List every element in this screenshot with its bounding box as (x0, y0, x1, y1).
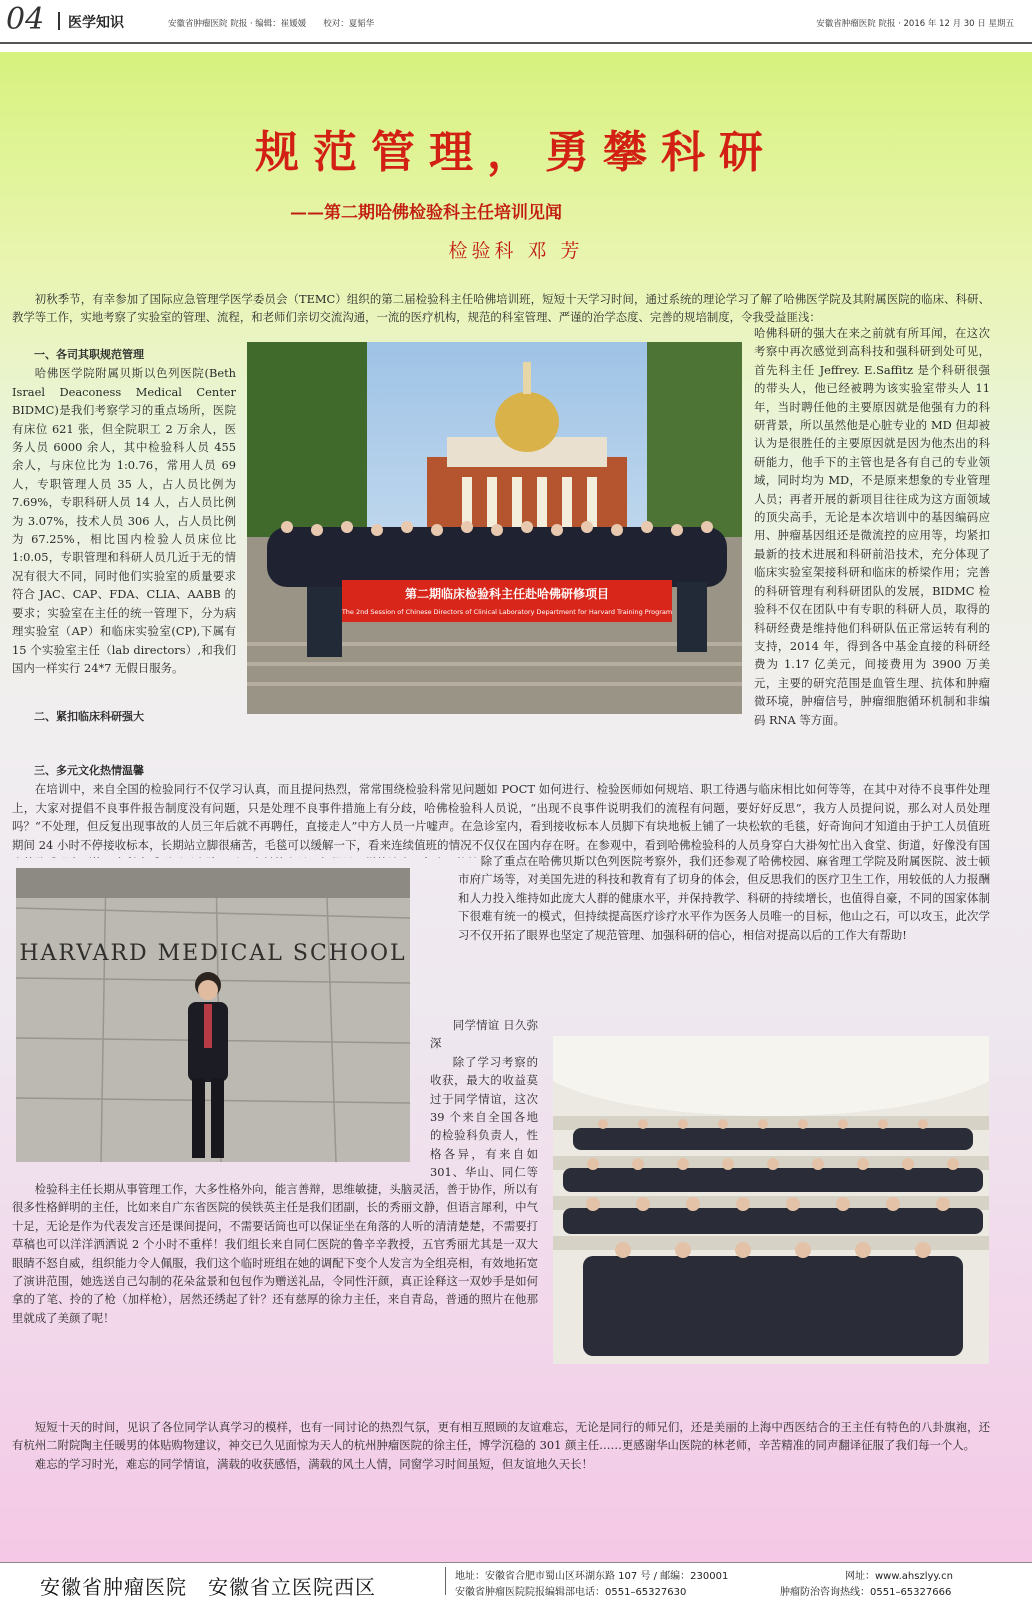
harvard-sign-photo (16, 868, 410, 1162)
date-line: 安徽省肿瘤医院 院报 · 2016 年 12 月 30 日 星期五 (816, 19, 1014, 29)
section-2-text-right: 哈佛科研的强大在来之前就有所耳闻，在这次考察中再次感觉到高科技和强科研到处可见，首先科主任 Jeffrey. E.Saffitz 是个科研很强的带头人，他已经被聘为该实验室带头人 11 年，当时聘任他的主要原因就是他强有力的科研背景，所以虽然他是心脏专业的 MD 但却被认为是很胜任的主要原因就是因为他杰出的科研能力，他手下的主管也是各有自己的专业领域，同时均为 MD，不是原来想象的专业管理人员；再者开展的新项目往往成为这方面领域的顶尖高手，无论是本次培训中的基因编码应用、肿瘤基因组还是微流控的应用等，均紧扣最新的技术进展和科研前沿技术，充分体现了临床实验室架接科研和临床的桥梁作用；完善的科研管理有利科研团队的发展，BIDMC 检验科不仅在团队中有专职的科研人员，取得的科研经费是维持他们科研队伍正常运转有利的支持，2014 年，得到各中基金直接的科研经费为 1.17 亿美元，间接费用为 3900 万美元，主要的研究范围是血管生理、抗体和肿瘤微环境，肿瘤信号，肿瘤细胞循环机制和非编码 RNA 等方面。 (754, 326, 990, 727)
closing-block (12, 1418, 990, 1544)
footer-website: 网址：www.ahszlyy.cn (845, 1571, 953, 1582)
friendship-heading: 同学情谊 日久弥深 (430, 1018, 538, 1051)
closing-text: 难忘的学习时光，难忘的同学情谊，满载的收获感悟，满载的风土人情，同窗学习时间虽短，但友谊地久天长！ (34, 1456, 593, 1471)
editor-line: 安徽省肿瘤医院 院报 · 编辑：崔媛媛 校对：夏韬华 (168, 19, 375, 29)
footer-divider (445, 1567, 446, 1595)
teachers-text: 检验科主任长期从事管理工作，大多性格外向，能言善辩，思维敏捷，头脑灵活，善于协作，所以有很多性格鲜明的主任，比如来自广东省医院的侯铁英主任是我们团副，长的秀丽文静，但语言犀利，中气十足，无论是作为代表发言还是课间提问，不需要话筒也可以保证坐在角落的人听的清清楚楚，不需要打草稿也可以洋洋洒洒说 2 个小时不重样！我们组长来自同仁医院的鲁辛辛教授，五官秀丽尤其是一双大眼睛不怒自威，组织能力令人佩服，我们这个临时班组在她的调配下变个人发言为全组亮相，有效地拓宽了演讲范围，她选送自己勾制的花朵盆景和包包作为赠送礼品，令同性汗颜，真正诠释这一双妙手是如何拿的了笔、拎的了枪（加样枪），居然还绣起了针？还有慈厚的徐力主任，来自青岛，普通的照片在他那里就成了美颜了呢！ (12, 1182, 538, 1325)
statehouse-illustration (247, 342, 742, 714)
intro-text: 初秋季节，有幸参加了国际应急管理学医学委员会（TEMC）组织的第二届检验科主任哈佛培训班，短短十天学习时间，通过系统的理论学习了解了哈佛医学院及其附属医院的临床、科研、教学等工作，实地考察了实验室的管理、流程，和老师们亲切交流沟通，一流的医疗机构，规范的科室管理、严谨的治学态度、完善的规培制度，令我受益匪浅： (12, 292, 990, 325)
friendship-column (430, 1016, 538, 1184)
article-author: 检验科 邓 芳 (448, 240, 584, 262)
article-title: 规范管理，勇攀科研 (255, 127, 777, 178)
section-3-para-2: 除了重点在哈佛贝斯以色列医院考察外，我们还参观了哈佛校园、麻省理工学院及附属医院、波士顿市府广场等，对美国先进的科技和教育有了切身的体会，但反思我们的医疗卫生工作，用较低的人力报酬和人力投入维持如此庞大人群的健康水平，并保持教学、科研的持续增长，也值得自豪，不同的国家体制下很难有统一的模式，但持续提高医疗诊疗水平作为医务人员唯一的目标，他山之石，可以攻玉，此次学习不仅开拓了眼界也坚定了规范管理、加强科研的信心，相信对提高以后的工作大有帮助! (458, 854, 990, 942)
intro-paragraph (12, 290, 990, 327)
header-divider (58, 12, 60, 30)
footer-hotline: 肿瘤防治咨询热线：0551–65327666 (780, 1587, 952, 1598)
section-3-heading: 三、多元文化热情温馨 (34, 764, 144, 777)
ten-days-text: 短短十天的时间，见识了各位同学认真学习的模样，也有一同讨论的热烈气氛，更有相互照顾的友谊难忘，无论是同行的师兄们，还是美丽的上海中西医结合的王主任有特色的八卦旗袍，还有杭州二附院陶主任暖男的体贴购物建议，神交已久见面惊为天人的杭州肿瘤医院的徐主任，博学沉稳的 301 颜主任……更感谢华山医院的林老师，辛苦精准的同声翻译征服了我们每一个人。 (12, 1420, 990, 1453)
harvard-sign-text: HARVARD MEDICAL SCHOOL (19, 941, 407, 966)
harvard-illustration (16, 868, 410, 1162)
footer-hospital-name: 安徽省肿瘤医院 安徽省立医院西区 (40, 1575, 376, 1599)
footer-address: 地址：安徽省合肥市蜀山区环湖东路 107 号 / 邮编：230001 (455, 1571, 729, 1582)
article-subtitle: ——第二期哈佛检验科主任培训见闻 (290, 203, 562, 223)
lecture-hall-illustration (553, 1036, 989, 1364)
banner-line-1: 第二期临床检验科主任赴哈佛研修项目 (404, 587, 610, 601)
section-1-column (12, 346, 236, 736)
section-3-text: 在培训中，来自全国的检验同行不仅学习认真，而且提问热烈，常常围绕检验科常见问题如 POCT 如何进行、检验医师如何规培、职工待遇与临床相比如何等等，在其中对待不良事件处理上，大家对提倡不良事件报告制度没有问题，只是处理不良事件措施上有分歧，哈佛检验科人员说，“出现不良事件说明我们的流程有问题，要好好反思”，我方人员提问说，那么对人员处理吗？“不处理，但反复出现事故的人员三年后就不再聘任，直接走人”中方人员一片嘘声。在急诊室内，看到接收标本人员脚下有块地板上铺了一块松软的毛毯，好奇询问才知道由于护工人员值班期间 24 小时不停接收标本，长期站立脚很痛苦，毛毯可以缓解一下，看来连续值班的情况不仅仅在国内存在呀。在参观中，看到哈佛检验科的人员身穿白大褂匆忙出入食堂、街道，好像没有国 (12, 782, 990, 852)
group-photo-statehouse (247, 342, 742, 714)
lecture-hall-photo (553, 1036, 989, 1364)
friendship-text: 除了学习考察的收获，最大的收益莫过于同学情谊，这次 39 个来自全国各地的检验科负责人，性格各异，有来自如 301、华山、同仁等 (430, 1054, 538, 1180)
section-2-heading: 二、紧扣临床科研强大 (34, 710, 144, 723)
section-2-column (754, 324, 990, 744)
footer-phone: 安徽省肿瘤医院院报编辑部电话：0551–65327630 (455, 1587, 687, 1598)
section-3-block (12, 762, 990, 858)
section-2-heading-block (12, 708, 236, 764)
page-footer (0, 1562, 1032, 1600)
page-number: 04 (6, 2, 45, 37)
banner-line-2: The 2nd Session of Chinese Directors of Clinical Laboratory Department for Harvard Training Program (341, 608, 673, 616)
section-3-continued (458, 852, 990, 1018)
section-1-heading: 一、各司其职规范管理 (34, 348, 144, 361)
section-name: 医学知识 (68, 15, 124, 31)
section-1-text: 哈佛医学院附属贝斯以色列医院(Beth Israel Deaconess Medical Center BIDMC)是我们考察学习的重点场所，医院有床位 621 张，但全院职工 2 万余人，医务人员 6000 余人，其中检验科人员 455 余人，与床位比为 1:0.76，常用人员 69 人，专职管理人员 35 人，占人员比例为 7.69%，专职科研人员 14 人，占人员比例为 3.07%，技术人员 306 人，占人员比例为 67.25%，相比国内检验人员床位比 1:0.05，专职管理和科研人员几近于无的情况有很大不同，同时他们实验室的质量要求符合 JAC、CAP、FDA、CLIA、AABB 的要求；实验室在主任的统一管理下，分为病理实验室（AP）和临床实验室(CP),下属有 15 个实验室主任（lab directors）,和我们国内一样实行 24*7 无假日服务。 (12, 366, 236, 675)
friendship-continued (12, 1180, 538, 1400)
page-header (0, 0, 1032, 44)
